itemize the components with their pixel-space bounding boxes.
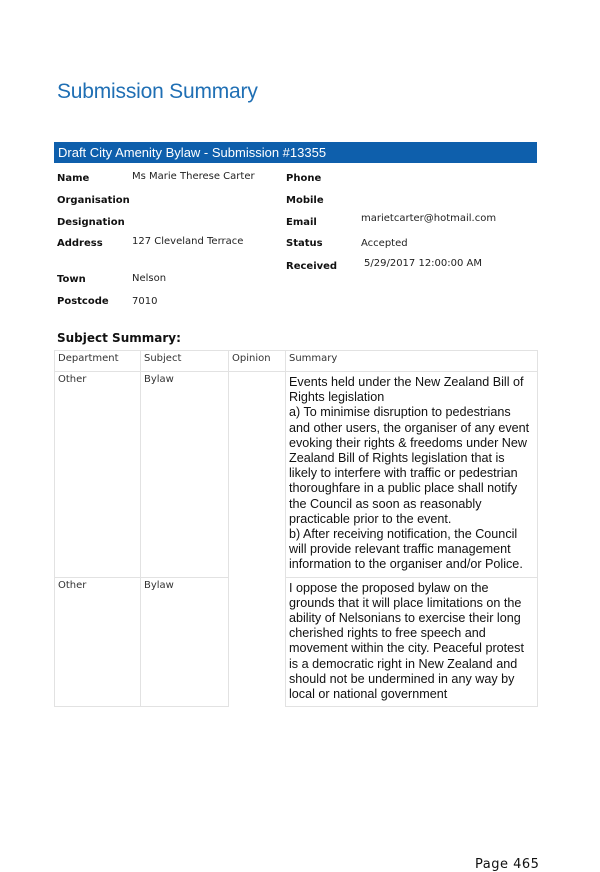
received-label: Received <box>286 261 338 272</box>
email-label: Email <box>286 217 317 228</box>
column-header-department: Department <box>55 351 141 372</box>
address-label: Address <box>57 238 103 249</box>
email-value: marietcarter@hotmail.com <box>361 213 497 224</box>
address-value: 127 Cleveland Terrace <box>132 236 244 247</box>
subject-summary-table <box>54 350 538 707</box>
name-value: Ms Marie Therese Carter <box>132 171 255 182</box>
received-value: 5/29/2017 12:00:00 AM <box>364 258 483 269</box>
column-header-summary: Summary <box>286 351 538 372</box>
opinion-cell <box>229 577 286 707</box>
submission-banner: Draft City Amenity Bylaw - Submission #13355 <box>54 142 537 163</box>
summary-cell: Events held under the New Zealand Bill of Rights legislation a) To minimise disruption to pedestrians and other users, the organiser of any event evoking their rights & freedoms under New Zealand Bill of Rights legislation that is likely to interfere with traffic or pedestrian thoroughfare in a public place shall notify the Council as soon as reasonably practicable prior to the event. b) After receiving notification, the Council will provide relevant traffic management information to the organiser and/or Police. <box>286 372 538 578</box>
summary-cell: I oppose the proposed bylaw on the grounds that it will place limitations on the ability of Nelsonians to exercise their long cherished rights to free speech and movement within the city. Peaceful protest is a democratic right in New Zealand and should not be undermined in any way by local or national government <box>286 577 538 707</box>
postcode-value: 7010 <box>132 296 158 307</box>
designation-label: Designation <box>57 217 125 228</box>
status-label: Status <box>286 238 323 249</box>
table-row <box>55 577 538 707</box>
opinion-cell <box>229 372 286 578</box>
department-cell: Other <box>55 577 141 707</box>
column-header-subject: Subject <box>141 351 229 372</box>
organisation-label: Organisation <box>57 195 130 206</box>
town-label: Town <box>57 274 86 285</box>
subject-summary-title: Subject Summary: <box>57 331 181 345</box>
subject-cell: Bylaw <box>141 577 229 707</box>
page-title: Submission Summary <box>57 80 258 103</box>
phone-label: Phone <box>286 173 322 184</box>
postcode-label: Postcode <box>57 296 109 307</box>
table-header-row <box>55 351 538 372</box>
mobile-label: Mobile <box>286 195 324 206</box>
department-cell: Other <box>55 372 141 578</box>
town-value: Nelson <box>132 273 167 284</box>
subject-cell: Bylaw <box>141 372 229 578</box>
name-label: Name <box>57 173 90 184</box>
column-header-opinion: Opinion <box>229 351 286 372</box>
page-number: Page 465 <box>475 857 540 872</box>
table-row <box>55 372 538 578</box>
status-value: Accepted <box>361 238 408 249</box>
